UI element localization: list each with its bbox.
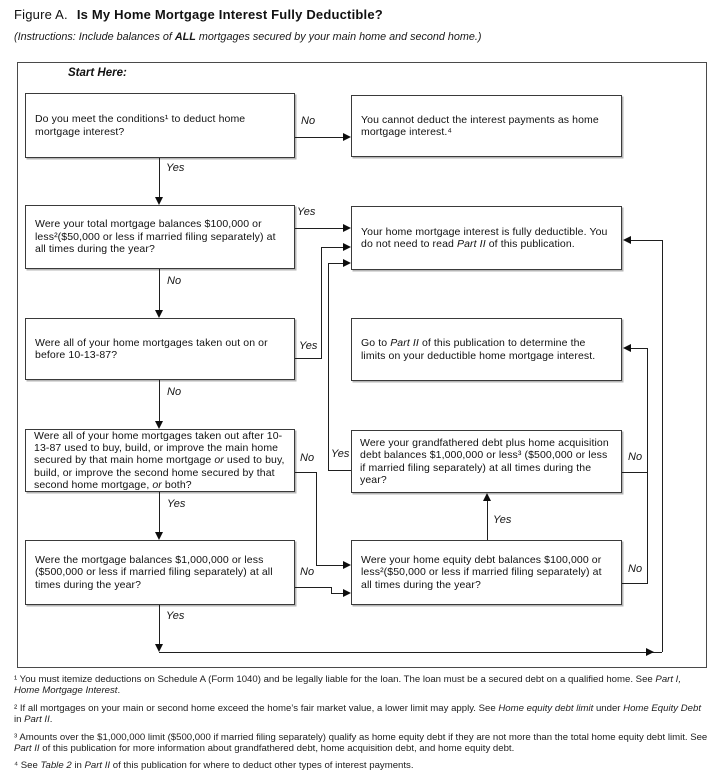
figure-header	[14, 7, 383, 22]
footnote-4: ⁴ See Table 2 in Part II of this publication for where to deduct other types of interest payments.	[14, 760, 414, 771]
node-q-before-10-13-87	[25, 318, 295, 380]
node-q-mortgage-1m	[25, 540, 295, 605]
figure-label: Figure A.	[14, 7, 68, 22]
arrowhead-down-icon	[155, 197, 163, 205]
connector-line	[321, 247, 322, 358]
connector-line	[647, 348, 648, 583]
label-yes-after-10-13-87: Yes	[167, 498, 186, 510]
label-no-after-10-13-87: No	[300, 452, 315, 464]
node-text: Were all of your home mortgages taken out on or before 10-13-87?	[35, 336, 268, 361]
label-no-grandfathered: No	[628, 451, 643, 463]
connector-line	[629, 240, 662, 241]
node-result-cannot-deduct	[351, 95, 622, 157]
label-yes-deduct-conditions: Yes	[166, 162, 185, 174]
node-text: Were all of your home mortgages taken out after 10-13-87 used to buy, build, or improve the main home secured by that main home mortgage or used to buy, build, or improve the second home secured by that second home mortgage, or both?	[34, 430, 285, 491]
connector-line	[316, 472, 317, 565]
page-title: Is My Home Mortgage Interest Fully Deductible?	[76, 7, 383, 22]
label-yes-grandfathered: Yes	[331, 448, 350, 460]
node-text: Were your grandfathered debt plus home acquisition debt balances $1,000,000 or less³ ($500,000 or less if married filing separately) at all times during the year?	[360, 437, 609, 486]
arrowhead-right-icon	[646, 648, 654, 656]
connector-line	[159, 269, 160, 311]
connector-line	[159, 158, 160, 198]
label-no-home-equity: No	[628, 563, 643, 575]
node-q-total-balances	[25, 205, 295, 269]
arrowhead-right-icon	[343, 243, 351, 251]
arrowhead-down-icon	[155, 532, 163, 540]
connector-line	[159, 652, 662, 653]
start-here-label: Start Here:	[68, 67, 127, 79]
label-no-deduct-conditions: No	[301, 115, 316, 127]
footnote-3: ³ Amounts over the $1,000,000 limit ($500,000 if married filing separately) qualify as home equity debt if they are not more than the total home equity debt limit. See Part II of this publication for more information about grandfathered debt, home acquisition debt, and home equity debt.	[14, 732, 708, 755]
arrowhead-left-icon	[623, 236, 631, 244]
arrowhead-right-icon	[343, 259, 351, 267]
arrowhead-right-icon	[343, 133, 351, 141]
arrowhead-up-icon	[483, 493, 491, 501]
label-yes-mortgage-1m: Yes	[166, 610, 185, 622]
connector-line	[159, 380, 160, 422]
node-text: Your home mortgage interest is fully deductible. You do not need to read Part II of this publication.	[361, 225, 608, 250]
footnote-2: ² If all mortgages on your main or second home exceed the home’s fair market value, a lower limit may apply. See Home equity debt limit under Home Equity Debt in Part II.	[14, 703, 702, 726]
connector-line	[159, 492, 160, 533]
node-text: Were the mortgage balances $1,000,000 or less ($500,000 or less if married filing separately) at all times during the year?	[35, 553, 273, 591]
node-q-grandfathered-acquisition	[351, 430, 622, 493]
connector-line	[328, 470, 351, 471]
connector-line	[295, 587, 332, 588]
instructions: (Instructions: Include balances of ALL mortgages secured by your main home and second home.)	[14, 31, 482, 43]
arrowhead-right-icon	[343, 224, 351, 232]
connector-line	[295, 472, 316, 473]
arrowhead-down-icon	[155, 421, 163, 429]
node-result-goto-part2	[351, 318, 622, 381]
arrowhead-down-icon	[155, 644, 163, 652]
node-q-after-10-13-87	[25, 429, 295, 492]
connector-line	[487, 500, 488, 540]
connector-line	[662, 240, 663, 652]
connector-line	[295, 137, 345, 138]
node-text: Were your home equity debt balances $100,000 or less²($50,000 or less if married filing separately) at all times during the year?	[361, 553, 602, 591]
arrowhead-left-icon	[623, 344, 631, 352]
arrowhead-right-icon	[343, 561, 351, 569]
label-yes-total-balances: Yes	[297, 206, 316, 218]
arrowhead-down-icon	[155, 310, 163, 318]
connector-line	[295, 228, 345, 229]
label-no-total-balances: No	[167, 275, 182, 287]
connector-line	[629, 348, 647, 349]
node-result-fully-deductible	[351, 206, 622, 270]
connector-line	[622, 472, 648, 473]
node-q-deduct-conditions	[25, 93, 295, 158]
node-text: Do you meet the conditions¹ to deduct home mortgage interest?	[35, 113, 246, 138]
label-yes-before-10-13-87: Yes	[299, 340, 318, 352]
connector-line	[321, 247, 345, 248]
connector-line	[328, 263, 329, 470]
label-no-mortgage-1m: No	[300, 566, 315, 578]
label-yes-home-equity: Yes	[493, 514, 512, 526]
node-text: Were your total mortgage balances $100,000 or less²($50,000 or less if married filing separately) at all times during the year?	[35, 218, 276, 256]
node-text: You cannot deduct the interest payments as home mortgage interest.⁴	[361, 113, 599, 138]
connector-line	[622, 583, 648, 584]
arrowhead-right-icon	[343, 589, 351, 597]
node-q-home-equity	[351, 540, 622, 605]
node-text: Go to Part II of this publication to determine the limits on your deductible home mortgage interest.	[361, 337, 596, 362]
footnote-1: ¹ You must itemize deductions on Schedule A (Form 1040) and be legally liable for the loan. The loan must be a secured debt on a qualified home. See Part I, Home Mortgage Interest.	[14, 674, 682, 697]
label-no-before-10-13-87: No	[167, 386, 182, 398]
connector-line	[316, 565, 345, 566]
connector-line	[159, 605, 160, 646]
connector-line	[295, 358, 322, 359]
